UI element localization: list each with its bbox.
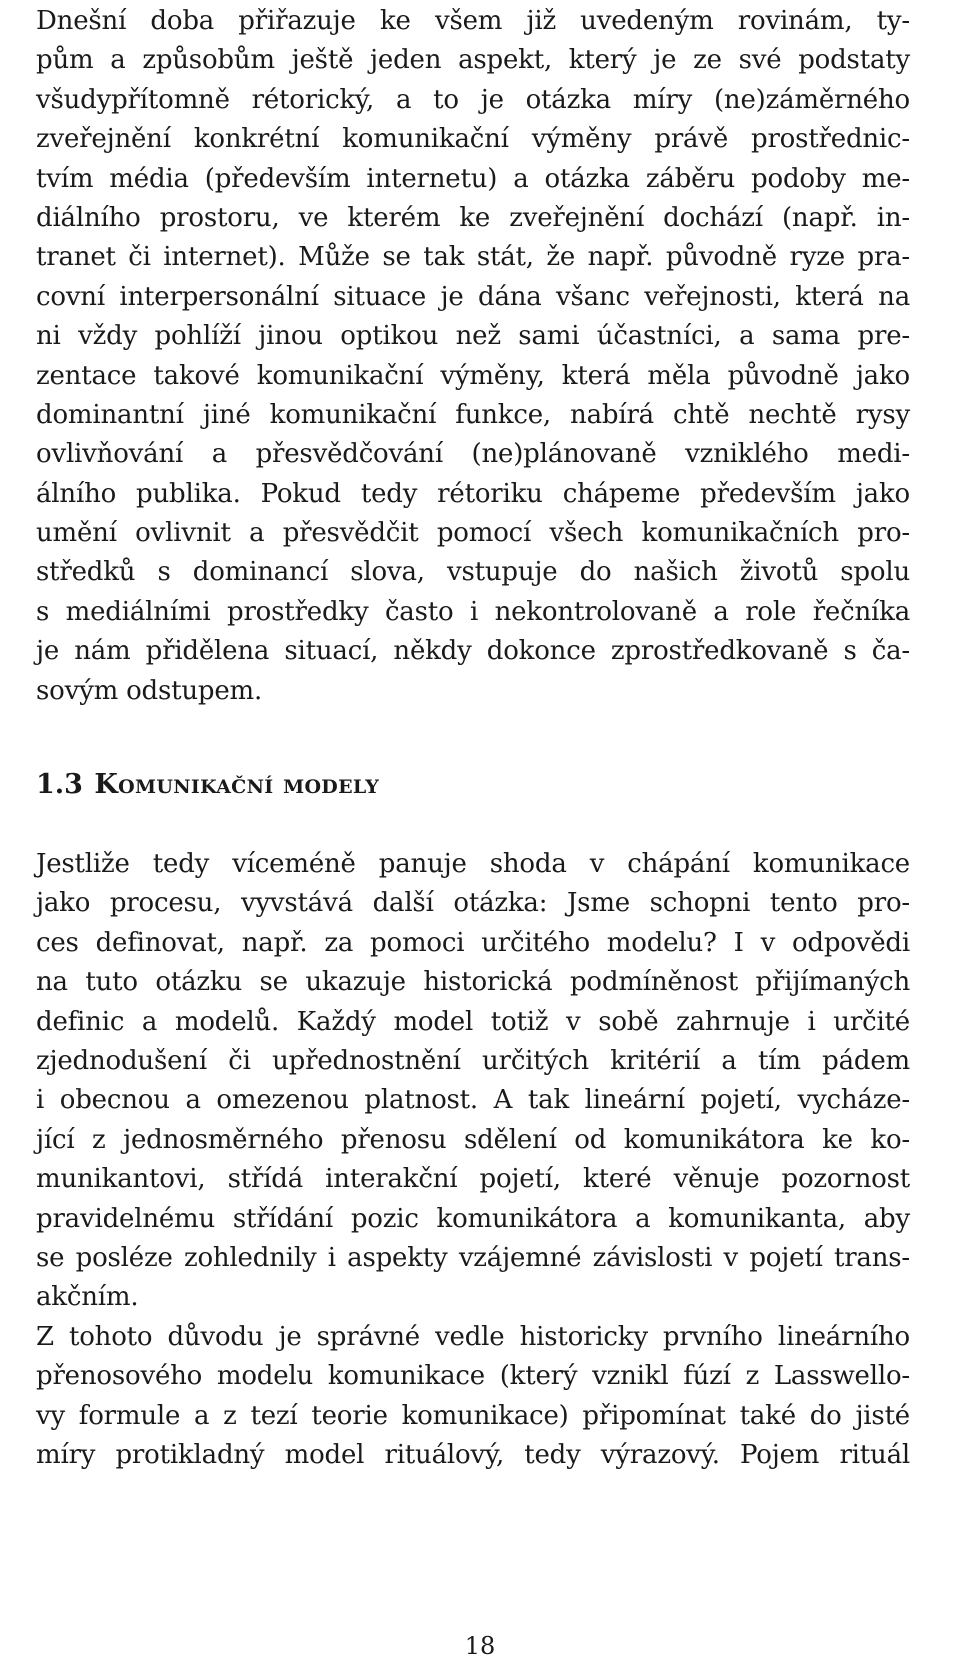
text-line: jící z jednosměrného přenosu sdělení od komunikátora ke ko- xyxy=(36,1124,910,1155)
page-body xyxy=(36,2,910,1475)
text-line: pravidelnému střídání pozic komunikátora a komunikanta, aby xyxy=(36,1203,910,1234)
text-line: zjednodušení či upřednostnění určitých kritérií a tím pádem xyxy=(36,1045,910,1076)
text-line: umění ovlivnit a přesvědčit pomocí všech komunikačních pro- xyxy=(36,518,910,549)
text-line: Dnešní doba přiřazuje ke všem již uvedeným rovinám, ty- xyxy=(36,6,910,36)
text-line: všudypřítomně rétorický, a to je otázka míry (ne)záměrného xyxy=(36,84,910,115)
text-line: zveřejnění konkrétní komunikační výměny právě prostřednic- xyxy=(36,124,910,155)
text-line: ovlivňování a přesvědčování (ne)plánovaně vzniklého medi- xyxy=(36,439,910,470)
text-line: zentace takové komunikační výměny, která měla původně jako xyxy=(36,360,910,391)
text-line: diálního prostoru, ve kterém ke zveřejnění dochází (např. in- xyxy=(36,202,910,233)
text-line: míry protikladný model rituálový, tedy výrazový. Pojem rituál xyxy=(36,1439,910,1470)
text-line: covní interpersonální situace je dána všanc veřejnosti, která na xyxy=(36,281,910,312)
text-line: ni vždy pohlíží jinou optikou než sami účastníci, a sama pre- xyxy=(36,321,910,352)
paragraph-communication-models xyxy=(36,845,910,1318)
text-line: sovým odstupem. xyxy=(36,675,263,706)
text-line: na tuto otázku se ukazuje historická podmíněnost přijímaných xyxy=(36,967,910,998)
text-line: středků s dominancí slova, vstupuje do našich životů spolu xyxy=(36,557,910,588)
page-number: 18 xyxy=(464,1632,496,1660)
text-line: munikantovi, střídá interakční pojetí, které věnuje pozornost xyxy=(36,1164,910,1195)
text-line: Jestliže tedy víceméně panuje shoda v chápání komunikace xyxy=(36,849,910,880)
text-line: ces definovat, např. za pomoci určitého modelu? I v odpovědi xyxy=(36,927,910,958)
text-line: vy formule a z tezí teorie komunikace) připomínat také do jisté xyxy=(36,1400,910,1431)
text-line: je nám přidělena situací, někdy dokonce zprostředkovaně s ča- xyxy=(36,636,910,667)
text-line: definic a modelů. Každý model totiž v sobě zahrnuje i určité xyxy=(36,1006,910,1037)
text-line: přenosového modelu komunikace (který vznikl fúzí z Lasswello- xyxy=(36,1361,910,1392)
paragraph-media-rhetoric xyxy=(36,2,910,711)
text-line: se posléze zohlednily i aspekty vzájemné závislosti v pojetí trans- xyxy=(36,1242,910,1273)
text-line: tvím média (především internetu) a otázka záběru podoby me- xyxy=(36,163,910,194)
section-title: Komunikační modely xyxy=(94,769,380,801)
text-line: álního publika. Pokud tedy rétoriku chápeme především jako xyxy=(36,478,910,509)
text-line: dominantní jiné komunikační funkce, nabírá chtě nechtě rysy xyxy=(36,399,910,430)
text-line: pům a způsobům ještě jeden aspekt, který je ze své podstaty xyxy=(36,45,910,76)
text-line: jako procesu, vyvstává další otázka: Jsme schopni tento pro- xyxy=(36,888,910,919)
text-line: akčním. xyxy=(36,1282,139,1313)
paragraph-ritual-model xyxy=(36,1318,910,1476)
text-line: Z tohoto důvodu je správné vedle historicky prvního lineárního xyxy=(36,1321,910,1352)
section-number: 1.3 xyxy=(36,769,83,801)
text-line: tranet či internet). Může se tak stát, že např. původně ryze pra- xyxy=(36,242,910,273)
text-line: s mediálními prostředky často i nekontrolovaně a role řečníka xyxy=(36,596,910,627)
section-heading xyxy=(36,767,910,803)
text-line: i obecnou a omezenou platnost. A tak lineární pojetí, vycháze- xyxy=(36,1085,910,1116)
